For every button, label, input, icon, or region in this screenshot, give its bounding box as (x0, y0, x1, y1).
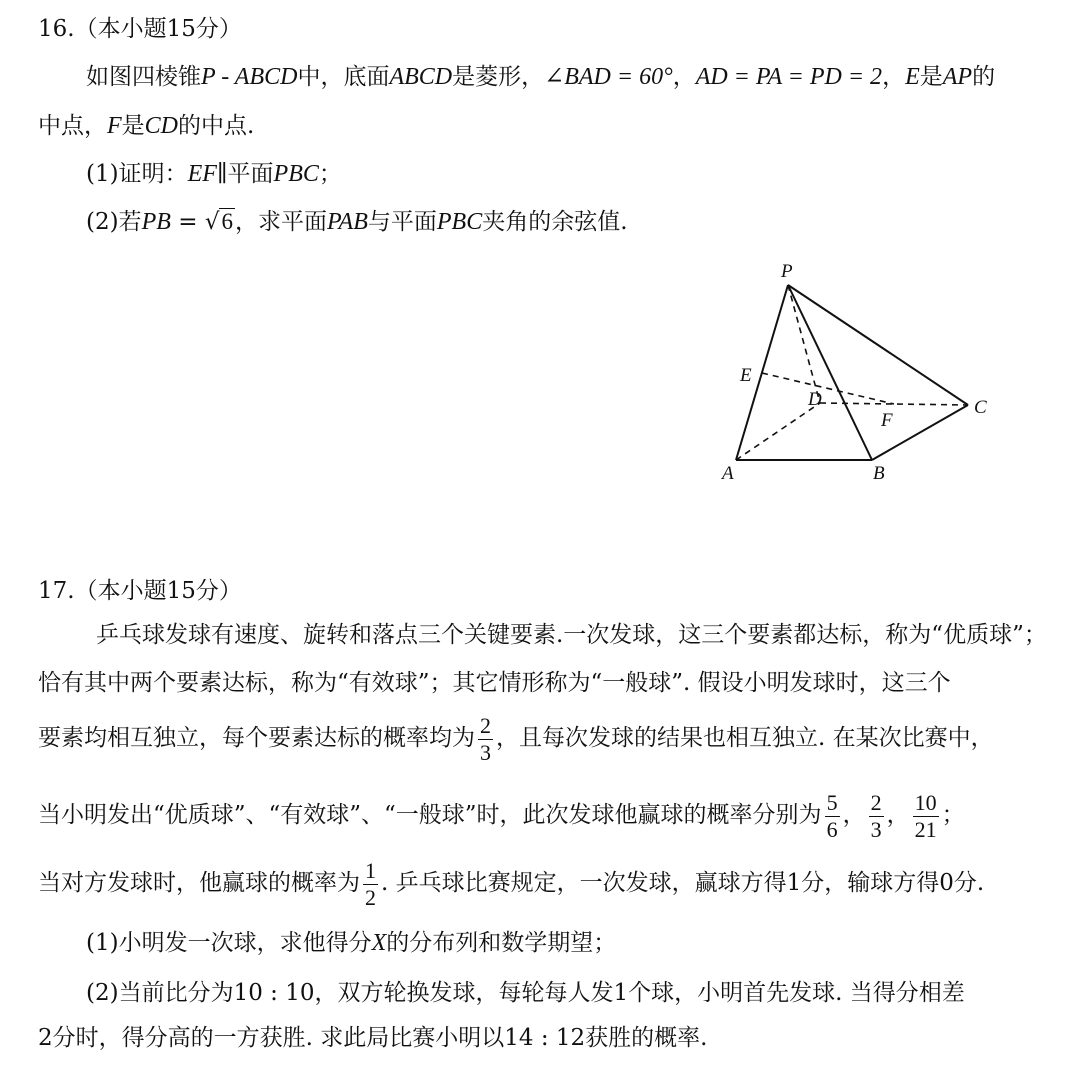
pyramid-figure (700, 255, 1020, 495)
fraction-element-prob: $\frac{2}{3}$ (480, 712, 491, 765)
label-B: B (873, 463, 885, 484)
label-F: F (881, 410, 893, 431)
fraction-quality-prob: $\frac{5}{6}$ (826, 789, 838, 842)
q17-header: 17.（本小题15分） (38, 578, 242, 604)
q17-line4: 当小明发出“优质球”、“有效球”、“一般球”时，此次发球他赢球的概率分别为 $\frac{5}{6}$ ， $\frac{2}{3}$ ， $\frac{10}{21}$ ； (38, 789, 965, 842)
label-E: E (740, 365, 752, 386)
edge-AD (736, 403, 820, 460)
segment-EF (762, 373, 894, 404)
q17-line1: 乒乓球发球有速度、旋转和落点三个关键要素.一次发球，这三个要素都达标，称为“优质球”； (96, 622, 1047, 648)
fraction-effective-prob: $\frac{2}{3}$ (870, 789, 882, 842)
sqrt-expression: √6 (204, 209, 233, 235)
edge-PC (788, 285, 968, 405)
edge-PB (788, 285, 872, 460)
label-P: P (781, 261, 793, 282)
q16-header: 16.（本小题15分） (38, 16, 242, 42)
q17-line5: 当对方发球时，他赢球的概率为 $\frac{1}{2}$ . 乒乓球比赛规定，一次发球，赢球方得1分，输球方得0分. (38, 857, 985, 910)
q17-line3: 要素均相互独立，每个要素达标的概率均为 $\frac{2}{3}$ ，且每次发球的结果也相互独立. 在某次比赛中， (38, 712, 994, 765)
q16-part1: (1)证明：EF∥平面PBC； (86, 161, 342, 187)
fraction-opponent-prob: $\frac{1}{2}$ (365, 857, 376, 910)
label-C: C (974, 397, 987, 418)
q17-part1: (1)小明发一次球，求他得分X的分布列和数学期望； (86, 930, 617, 956)
q16-part2: (2)若PB = √6，求平面PAB与平面PBC夹角的余弦值. (86, 209, 628, 235)
label-D: D (808, 389, 822, 410)
q17-part2-line1: (2)当前比分为10 : 10，双方轮换发球，每轮每人发1个球，小明首先发球. 当得分相差 (86, 980, 965, 1006)
q17-line2: 恰有其中两个要素达标，称为“有效球”；其它情形称为“一般球”. 假设小明发球时，这三个 (38, 670, 951, 696)
q17-part2-line2: 2分时，得分高的一方获胜. 求此局比赛小明以14 : 12获胜的概率. (38, 1025, 708, 1051)
label-A: A (722, 463, 734, 484)
q16-stem-line2: 中点，F是CD的中点. (38, 113, 255, 139)
fraction-general-prob: $\frac{10}{21}$ (914, 789, 937, 842)
q16-stem-line1: 如图四棱锥P - ABCD中，底面ABCD是菱形，∠BAD = 60°，AD = PA = PD = 2，E是AP的 (86, 64, 996, 90)
